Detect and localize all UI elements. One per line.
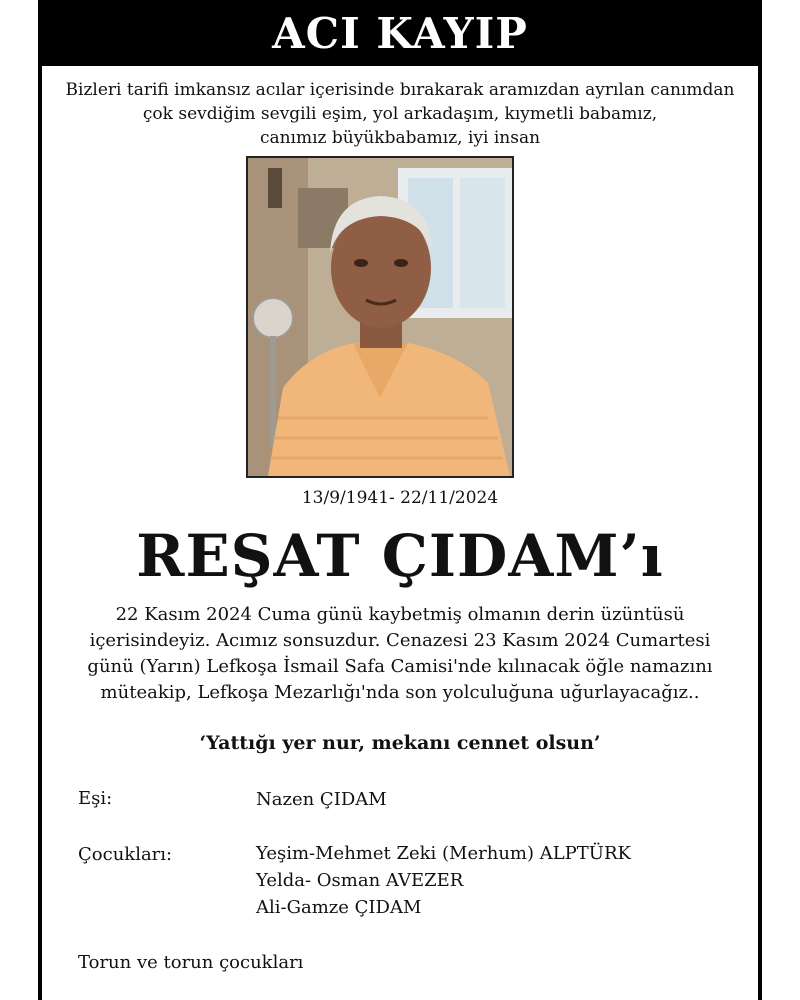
spouse-label: Eşi: [78,788,113,809]
announcement-line: 22 Kasım 2024 Cuma günü kaybetmiş olmanın derin üzüntüsü [115,604,685,625]
grandchildren-label: Torun ve torun çocukları [78,952,304,973]
child-entry: Ali-Gamze ÇIDAM [256,897,422,918]
announcement-text [80,602,720,706]
spouse-name [256,786,387,813]
intro-line: canımız büyükbabamız, iyi insan [259,128,541,148]
life-dates: 13/9/1941- 22/11/2024 [301,488,499,508]
intro-line: Bizleri tarifi imkansız acılar içerisinde bırakarak aramızdan ayrılan canımdan [65,80,735,100]
child-entry: Yelda- Osman AVEZER [256,870,464,891]
announcement-line: müteakip, Lefkoşa Mezarlığı'nda son yolculuğuna uğurlayacağız.. [100,682,700,703]
header-banner [38,0,762,66]
prayer-quote: ‘Yattığı yer nur, mekanı cennet olsun’ [199,732,601,754]
children-label: Çocukları: [78,844,173,865]
deceased-name: REŞAT ÇIDAM’ı [136,522,664,590]
children-list [256,840,631,921]
intro-text [60,78,740,150]
child-entry: Yeşim-Mehmet Zeki (Merhum) ALPTÜRK [256,843,631,864]
intro-line: çok sevdiğim sevgili eşim, yol arkadaşım, kıymetli babamız, [142,104,658,124]
announcement-line: içerisindeyiz. Acımız sonsuzdur. Cenazesi 23 Kasım 2024 Cumartesi [89,630,711,651]
portrait-illustration [248,158,512,476]
announcement-line: günü (Yarın) Lefkoşa İsmail Safa Camisi'nde kılınacak öğle namazını [87,656,713,677]
spouse-name-text: Nazen ÇIDAM [256,789,387,810]
portrait-photo [246,156,514,478]
header-title: ACI KAYIP [272,8,528,58]
